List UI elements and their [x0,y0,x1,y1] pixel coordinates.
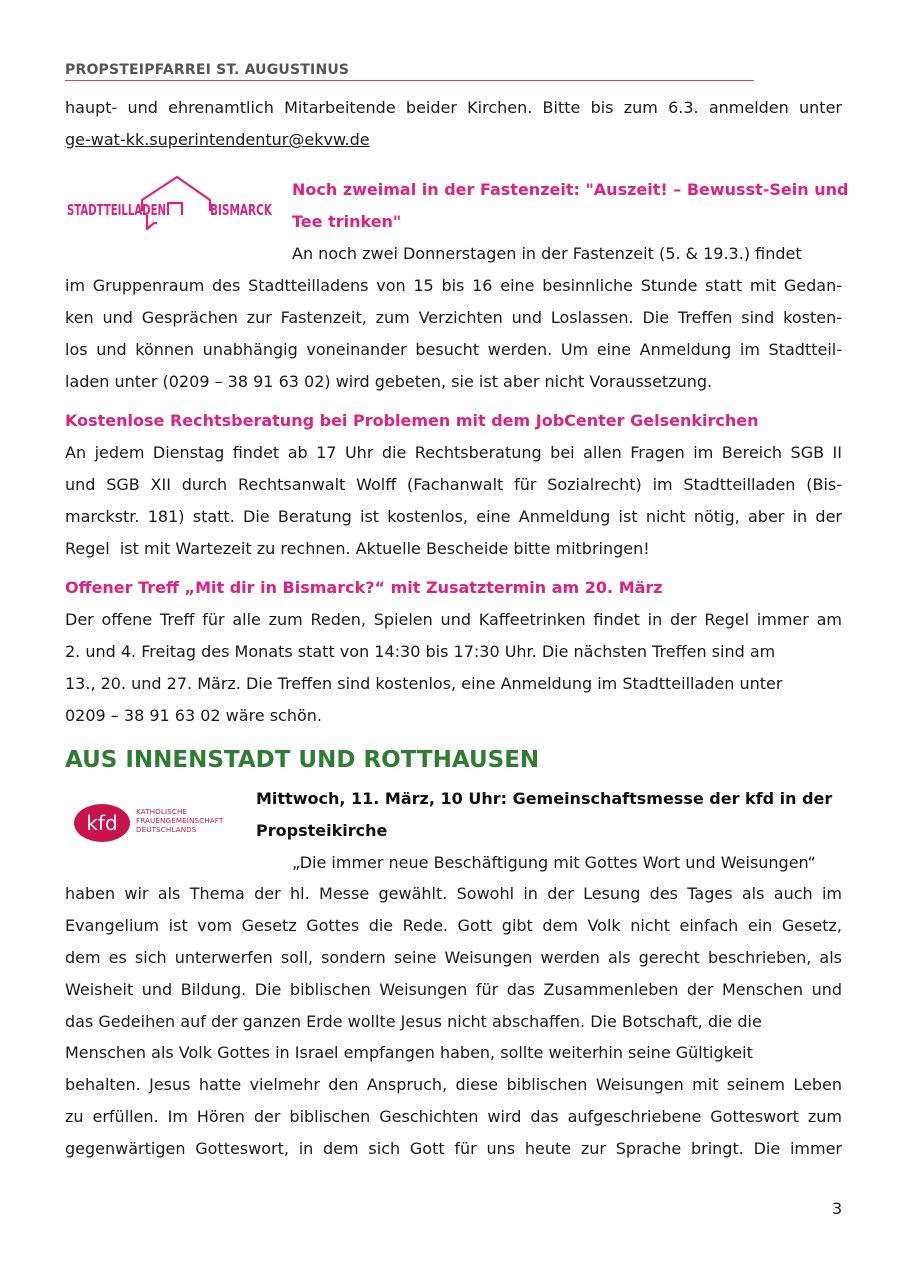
article4-body-line: zu erfüllen. Im Hören der biblischen Geschichten wird das aufgeschriebene Gotteswort zum [65,1107,842,1126]
article1-title-line2: Tee trinken" [292,212,402,231]
article4-body-line: „Die immer neue Beschäftigung mit Gottes Wort und Weisungen“ [292,853,816,872]
kfd-logo-line: DEUTSCHLANDS [136,825,197,834]
logo-text-left: STADTTEILLADEN [67,201,166,219]
kfd-logo-line: KATHOLISCHE [136,807,188,816]
running-header: PROPSTEIPFARREI ST. AUGUSTINUS [65,62,350,78]
article1-body-line: los und können unabhängig voneinander besucht werden. Um eine Anmeldung im Stadtteil- [65,340,842,359]
article2-body-line: und SGB XII durch Rechtsanwalt Wolff (Fachanwalt für Sozialrecht) im Stadtteilladen (Bis- [65,475,842,494]
article4-body-line: dem es sich unterwerfen soll, sondern seine Weisungen werden als gerecht beschrieben, als [65,948,842,967]
article3-body-line: 0209 – 38 91 63 02 wäre schön. [65,706,323,725]
article4-body-line: gegenwärtigen Gotteswort, in dem sich Gott für uns heute zur Sprache bringt. Die immer [65,1139,842,1158]
article4-body-line: das Gedeihen auf der ganzen Erde wollte Jesus nicht abschaffen. Die Botschaft, die die [65,1012,762,1031]
article1-body-line: laden unter (0209 – 38 91 63 02) wird gebeten, sie ist aber nicht Voraussetzung. [65,372,713,391]
article4-body-line: behalten. Jesus hatte vielmehr den Anspruch, diese biblischen Weisungen mit seinem Leben [65,1075,842,1094]
article1-title-line1: Noch zweimal in der Fastenzeit: "Auszeit! – Bewusst-Sein und [292,180,849,199]
article4-body-line: Evangelium ist vom Gesetz Gottes die Rede. Gott gibt dem Volk nicht einfach ein Gesetz, [65,916,842,935]
kfd-logo-text [136,807,223,834]
article4-title-line1: Mittwoch, 11. März, 10 Uhr: Gemeinschaftsmesse der kfd in der [256,789,833,808]
kfd-logo-line: FRAUENGEMEINSCHAFT [136,816,224,825]
logo-text-right: BISMARCK [210,201,273,219]
article1-body-line: An noch zwei Donnerstagen in der Fastenzeit (5. & 19.3.) findet [292,244,802,263]
article4-title-line2: Propsteikirche [256,821,388,840]
article2-body-line: marckstr. 181) statt. Die Beratung ist kostenlos, eine Anmeldung ist nicht nötig, aber in der [65,507,842,526]
section-heading: AUS INNENSTADT UND ROTTHAUSEN [65,747,540,773]
stadtteilladen-logo [66,173,274,233]
article2-title: Kostenlose Rechtsberatung bei Problemen mit dem JobCenter Gelsenkirchen [65,411,759,430]
article2-body-line: Regel ist mit Wartezeit zu rechnen. Aktuelle Bescheide bitte mitbringen! [65,539,650,558]
intro-line: haupt- und ehrenamtlich Mitarbeitende beider Kirchen. Bitte bis zum 6.3. anmelden unter [65,98,842,117]
article4-body-line: Weisheit und Bildung. Die biblischen Weisungen für das Zusammenleben der Menschen und [65,980,842,999]
article3-body-line: 13., 20. und 27. März. Die Treffen sind kostenlos, eine Anmeldung im Stadtteilladen unter [65,674,783,693]
article3-body-line: 2. und 4. Freitag des Monats statt von 14:30 bis 17:30 Uhr. Die nächsten Treffen sind am [65,642,776,661]
article1-body-line: ken und Gesprächen zur Fastenzeit, zum Verzichten und Loslassen. Die Treffen sind kosten- [65,308,842,327]
kfd-abbr: kfd [86,811,118,835]
article3-title: Offener Treff „Mit dir in Bismarck?“ mit Zusatztermin am 20. März [65,578,663,597]
email-link[interactable]: ge-wat-kk.superintendentur@ekvw.de [65,130,370,149]
article4-body-line: haben wir als Thema der hl. Messe gewählt. Sowohl in der Lesung des Tages als auch im [65,884,842,903]
article3-body-line: Der offene Treff für alle zum Reden, Spielen und Kaffeetrinken findet in der Regel immer am [65,610,842,629]
page-number: 3 [832,1199,843,1218]
article4-body-line: Menschen als Volk Gottes in Israel empfangen haben, sollte weiterhin seine Gültigkeit [65,1043,753,1062]
header-rule [65,80,754,81]
article1-body-line: im Gruppenraum des Stadtteilladens von 15 bis 16 eine besinnliche Stunde statt mit Gedan- [65,276,842,295]
house-outline-icon [66,173,274,233]
article2-body-line: An jedem Dienstag findet ab 17 Uhr die Rechtsberatung bei allen Fragen im Bereich SGB II [65,443,842,462]
